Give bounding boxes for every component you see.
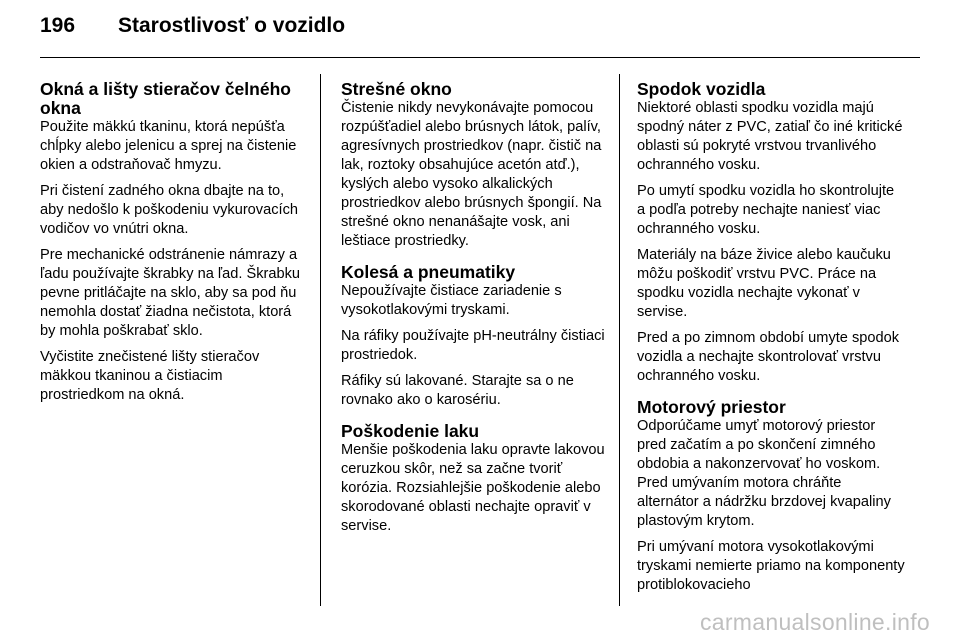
section-windows-wipers (40, 80, 308, 405)
section-heading: Spodok vozidla (637, 79, 766, 99)
paragraph: Pri umývaní motora vysokotlakovými tryskami nemierte priamo na komponenty protiblokovacieho (637, 539, 905, 593)
page-header (40, 14, 345, 38)
column-divider (320, 74, 321, 606)
header-rule (40, 57, 920, 58)
column-3 (637, 80, 905, 602)
section-heading: Kolesá a pneumatiky (341, 262, 516, 282)
paragraph: Odporúčame umyť motorový priestor pred začatím a po skončení zimného obdobia a nakonzervovať ho voskom. Pred umývaním motora chráňte alternátor a nádržku brzdovej kvapaliny plastovým krytom. (637, 418, 891, 529)
paragraph: Pre mechanické odstránenie námrazy a ľadu používajte škrabky na ľad. Škrabku pevne pritláčajte na sklo, aby sa pod ňu nemohla dostať žiadna nečistota, ktorá by mohla poškrabať sklo. (40, 247, 300, 339)
page-number: 196 (40, 14, 76, 37)
page-title: Starostlivosť o vozidlo (118, 14, 346, 37)
column-2 (341, 80, 609, 543)
section-wheels-tyres (341, 263, 609, 410)
paragraph: Menšie poškodenia laku opravte lakovou ceruzkou skôr, než sa začne tvoriť korózia. Rozsiahlejšie poškodenie alebo skorodované oblasti nechajte opraviť v servise. (341, 442, 605, 534)
column-1 (40, 80, 308, 412)
section-heading: Okná a lišty stieračov čelného okna (40, 79, 291, 118)
section-engine-compartment (637, 398, 905, 595)
paragraph: Použite mäkkú tkaninu, ktorá nepúšťa chĺpky alebo jelenicu a sprej na čistenie okien a odstraňovač hmyzu. (40, 119, 297, 173)
watermark: carmanualsonline.info (699, 609, 930, 635)
paragraph: Pred a po zimnom období umyte spodok vozidla a nechajte skontrolovať vrstvu ochranného vosku. (637, 330, 900, 384)
section-sunroof (341, 80, 609, 251)
paragraph: Ráfiky sú lakované. Starajte sa o ne rovnako ako o karosériu. (341, 373, 574, 408)
paragraph: Po umytí spodku vozidla ho skontrolujte a podľa potreby nechajte naniesť viac ochranného vosku. (637, 183, 895, 237)
section-heading: Strešné okno (341, 79, 452, 99)
column-divider (619, 74, 620, 606)
paragraph: Pri čistení zadného okna dbajte na to, aby nedošlo k poškodeniu vykurovacích vodičov vo vnútri okna. (40, 183, 298, 237)
section-underbody (637, 80, 905, 386)
paragraph: Nepoužívajte čistiace zariadenie s vysokotlakovými tryskami. (341, 283, 562, 318)
paragraph: Vyčistite znečistené lišty stieračov mäkkou tkaninou a čistiacim prostriedkom na okná. (40, 349, 260, 403)
paragraph: Niektoré oblasti spodku vozidla majú spodný náter z PVC, zatiaľ čo iné kritické oblasti sú pokryté vrstvou trvanlivého ochranného vosku. (637, 100, 903, 173)
paragraph: Materiály na báze živice alebo kaučuku môžu poškodiť vrstvu PVC. Práce na spodku vozidla nechajte vykonať v servise. (637, 247, 891, 320)
section-heading: Poškodenie laku (341, 421, 480, 441)
paragraph: Čistenie nikdy nevykonávajte pomocou rozpúšťadiel alebo brúsnych látok, palív, agresívnych prostriedkov (napr. čistič na lak, roztoky obsahujúce acetón atď.), kyslých alebo vysoko alkalických prostriedkov alebo brúsnych špongií. Na strešné okno nenanášajte vosk, ani leštiace prostriedky. (341, 100, 602, 249)
section-paint-damage (341, 422, 609, 536)
paragraph: Na ráfiky používajte pH-neutrálny čistiaci prostriedok. (341, 328, 605, 363)
section-heading: Motorový priestor (637, 397, 786, 417)
